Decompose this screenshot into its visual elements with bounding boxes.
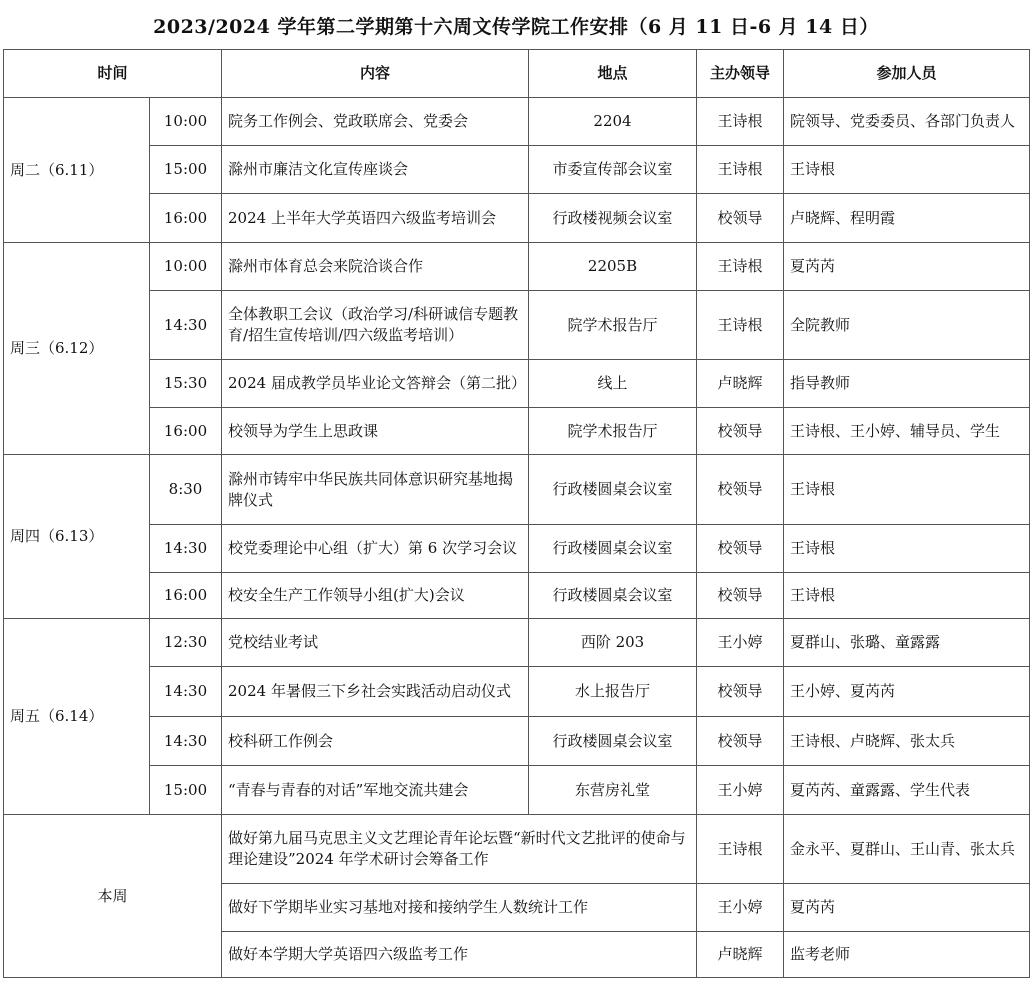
place-cell: 东营房礼堂 (529, 766, 697, 815)
participants-cell: 院领导、党委委员、各部门负责人 (784, 98, 1030, 146)
content-cell: “青春与青春的对话”军地交流共建会 (222, 766, 529, 815)
content-cell: 做好本学期大学英语四六级监考工作 (222, 932, 697, 978)
time-cell: 15:00 (150, 766, 222, 815)
participants-cell: 王小婷、夏芮芮 (784, 667, 1030, 717)
participants-cell: 全院教师 (784, 291, 1030, 360)
leader-cell: 卢晓辉 (697, 360, 784, 408)
participants-cell: 卢晓辉、程明霞 (784, 194, 1030, 243)
table-row (4, 667, 1030, 717)
place-cell: 行政楼圆桌会议室 (529, 455, 697, 525)
leader-cell: 王诗根 (697, 243, 784, 291)
leader-cell: 校领导 (697, 408, 784, 455)
leader-cell: 校领导 (697, 717, 784, 766)
participants-cell: 夏群山、张璐、童露露 (784, 619, 1030, 667)
participants-cell: 夏芮芮 (784, 884, 1030, 932)
leader-cell: 校领导 (697, 573, 784, 619)
place-cell: 西阶 203 (529, 619, 697, 667)
page-title: 2023/2024 学年第二学期第十六周文传学院工作安排（6 月 11 日-6 月 14 日） (153, 16, 879, 38)
leader-cell: 王诗根 (697, 146, 784, 194)
participants-cell: 王诗根、王小婷、辅导员、学生 (784, 408, 1030, 455)
place-cell: 行政楼圆桌会议室 (529, 717, 697, 766)
participants-cell: 监考老师 (784, 932, 1030, 978)
table-row (4, 455, 1030, 525)
header-time: 时间 (4, 50, 222, 98)
place-cell: 水上报告厅 (529, 667, 697, 717)
table-row (4, 243, 1030, 291)
time-cell: 16:00 (150, 408, 222, 455)
participants-cell: 王诗根 (784, 525, 1030, 573)
participants-cell: 王诗根、卢晓辉、张太兵 (784, 717, 1030, 766)
table-row (4, 815, 1030, 884)
time-cell: 16:00 (150, 194, 222, 243)
leader-cell: 王小婷 (697, 619, 784, 667)
content-cell: 滁州市铸牢中华民族共同体意识研究基地揭牌仪式 (222, 455, 529, 525)
place-cell: 行政楼视频会议室 (529, 194, 697, 243)
place-cell: 行政楼圆桌会议室 (529, 525, 697, 573)
table-row (4, 717, 1030, 766)
table-row (4, 525, 1030, 573)
table-row (4, 291, 1030, 360)
content-cell: 校科研工作例会 (222, 717, 529, 766)
table-row (4, 573, 1030, 619)
header-content: 内容 (222, 50, 529, 98)
content-cell: 校安全生产工作领导小组(扩大)会议 (222, 573, 529, 619)
place-cell: 线上 (529, 360, 697, 408)
participants-cell: 王诗根 (784, 455, 1030, 525)
day-label: 周五（6.14） (4, 619, 150, 815)
time-cell: 15:30 (150, 360, 222, 408)
participants-cell: 金永平、夏群山、王山青、张太兵 (784, 815, 1030, 884)
leader-cell: 卢晓辉 (697, 932, 784, 978)
leader-cell: 王诗根 (697, 291, 784, 360)
table-row (4, 408, 1030, 455)
day-label: 周二（6.11） (4, 98, 150, 243)
content-cell: 滁州市体育总会来院洽谈合作 (222, 243, 529, 291)
time-cell: 14:30 (150, 667, 222, 717)
place-cell: 院学术报告厅 (529, 408, 697, 455)
content-cell: 校领导为学生上思政课 (222, 408, 529, 455)
leader-cell: 校领导 (697, 455, 784, 525)
place-cell: 市委宣传部会议室 (529, 146, 697, 194)
participants-cell: 王诗根 (784, 573, 1030, 619)
content-cell: 党校结业考试 (222, 619, 529, 667)
table-row (4, 194, 1030, 243)
place-cell: 2204 (529, 98, 697, 146)
time-cell: 8:30 (150, 455, 222, 525)
time-cell: 10:00 (150, 243, 222, 291)
header-participants: 参加人员 (784, 50, 1030, 98)
participants-cell: 夏芮芮、童露露、学生代表 (784, 766, 1030, 815)
leader-cell: 王诗根 (697, 98, 784, 146)
content-cell: 校党委理论中心组（扩大）第 6 次学习会议 (222, 525, 529, 573)
content-cell: 2024 届成教学员毕业论文答辩会（第二批） (222, 360, 529, 408)
leader-cell: 王小婷 (697, 884, 784, 932)
day-label: 周四（6.13） (4, 455, 150, 619)
content-cell: 滁州市廉洁文化宣传座谈会 (222, 146, 529, 194)
content-cell: 做好第九届马克思主义文艺理论青年论坛暨“新时代文艺批评的使命与理论建设”2024 年学术研讨会筹备工作 (222, 815, 697, 884)
table-row (4, 766, 1030, 815)
table-row (4, 98, 1030, 146)
day-label: 周三（6.12） (4, 243, 150, 455)
time-cell: 10:00 (150, 98, 222, 146)
leader-cell: 王诗根 (697, 815, 784, 884)
header-leader: 主办领导 (697, 50, 784, 98)
time-cell: 12:30 (150, 619, 222, 667)
week-label: 本周 (4, 815, 222, 978)
participants-cell: 王诗根 (784, 146, 1030, 194)
place-cell: 2205B (529, 243, 697, 291)
table-row (4, 146, 1030, 194)
time-cell: 15:00 (150, 146, 222, 194)
table-row (4, 360, 1030, 408)
time-cell: 14:30 (150, 717, 222, 766)
leader-cell: 校领导 (697, 525, 784, 573)
time-cell: 14:30 (150, 291, 222, 360)
time-cell: 16:00 (150, 573, 222, 619)
content-cell: 做好下学期毕业实习基地对接和接纳学生人数统计工作 (222, 884, 697, 932)
content-cell: 2024 上半年大学英语四六级监考培训会 (222, 194, 529, 243)
schedule-table (3, 49, 1030, 978)
header-place: 地点 (529, 50, 697, 98)
place-cell: 院学术报告厅 (529, 291, 697, 360)
table-row (4, 619, 1030, 667)
participants-cell: 指导教师 (784, 360, 1030, 408)
leader-cell: 校领导 (697, 667, 784, 717)
place-cell: 行政楼圆桌会议室 (529, 573, 697, 619)
content-cell: 院务工作例会、党政联席会、党委会 (222, 98, 529, 146)
header-row (4, 50, 1030, 98)
time-cell: 14:30 (150, 525, 222, 573)
content-cell: 全体教职工会议（政治学习/科研诚信专题教育/招生宣传培训/四六级监考培训） (222, 291, 529, 360)
leader-cell: 王小婷 (697, 766, 784, 815)
leader-cell: 校领导 (697, 194, 784, 243)
participants-cell: 夏芮芮 (784, 243, 1030, 291)
content-cell: 2024 年暑假三下乡社会实践活动启动仪式 (222, 667, 529, 717)
